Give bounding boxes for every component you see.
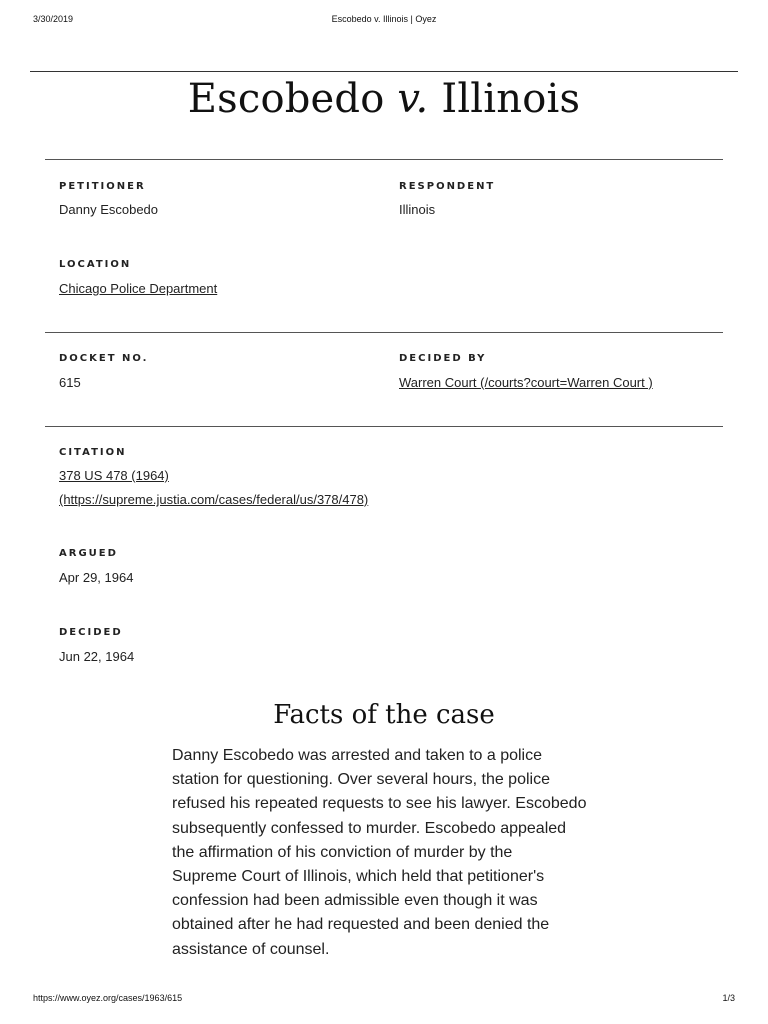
decided-by-label: DECIDED BY [399,353,487,364]
case-party-b: Illinois [441,76,581,122]
decided-value: Jun 22, 1964 [59,649,135,664]
location-link[interactable]: Chicago Police Department [59,281,218,296]
argued-value: Apr 29, 1964 [59,570,134,585]
case-party-a: Escobedo [187,76,385,122]
print-footer [0,993,768,1007]
facts-line: refused his repeated requests to see his lawyer. Escobedo [172,795,587,813]
print-page-title: Escobedo v. Illinois | Oyez [331,14,437,24]
respondent-value: Illinois [399,202,436,217]
print-header [0,14,768,28]
docket-label: DOCKET NO. [59,353,149,364]
facts-body [172,744,602,962]
location-label: LOCATION [59,259,132,270]
petitioner-value: Danny Escobedo [59,202,159,217]
case-title [0,76,768,122]
case-versus: v. [397,76,429,122]
print-url: https://www.oyez.org/cases/1963/615 [33,993,183,1003]
section-divider [45,332,723,333]
section-divider [45,159,723,160]
facts-line: subsequently confessed to murder. Escobedo appealed [172,819,567,837]
facts-heading: Facts of the case [273,700,495,730]
facts-line: obtained after he had requested and been denied the [172,916,550,934]
facts-line: assistance of counsel. [172,940,330,958]
facts-line: the affirmation of his conviction of murder by the [172,843,513,861]
petitioner-label: PETITIONER [59,181,146,192]
section-divider [45,426,723,427]
citation-link[interactable]: 378 US 478 (1964) [59,468,169,483]
argued-label: ARGUED [59,548,118,559]
docket-value: 615 [59,375,81,390]
citation-url-link[interactable]: (https://supreme.justia.com/cases/federal/us/378/478) [59,492,369,507]
facts-line: Danny Escobedo was arrested and taken to a police [172,747,543,764]
header-divider [30,71,738,72]
print-date: 3/30/2019 [33,14,74,24]
facts-line: confession had been admissible even though it was [172,892,538,910]
print-page-number: 1/3 [722,993,735,1003]
respondent-label: RESPONDENT [399,181,496,192]
citation-label: CITATION [59,447,127,458]
facts-line: Supreme Court of Illinois, which held that petitioner's [172,868,545,886]
facts-line: station for questioning. Over several hours, the police [172,771,550,789]
decided-label: DECIDED [59,627,123,638]
decided-by-link[interactable]: Warren Court (/courts?court=Warren Court ) [399,375,653,390]
